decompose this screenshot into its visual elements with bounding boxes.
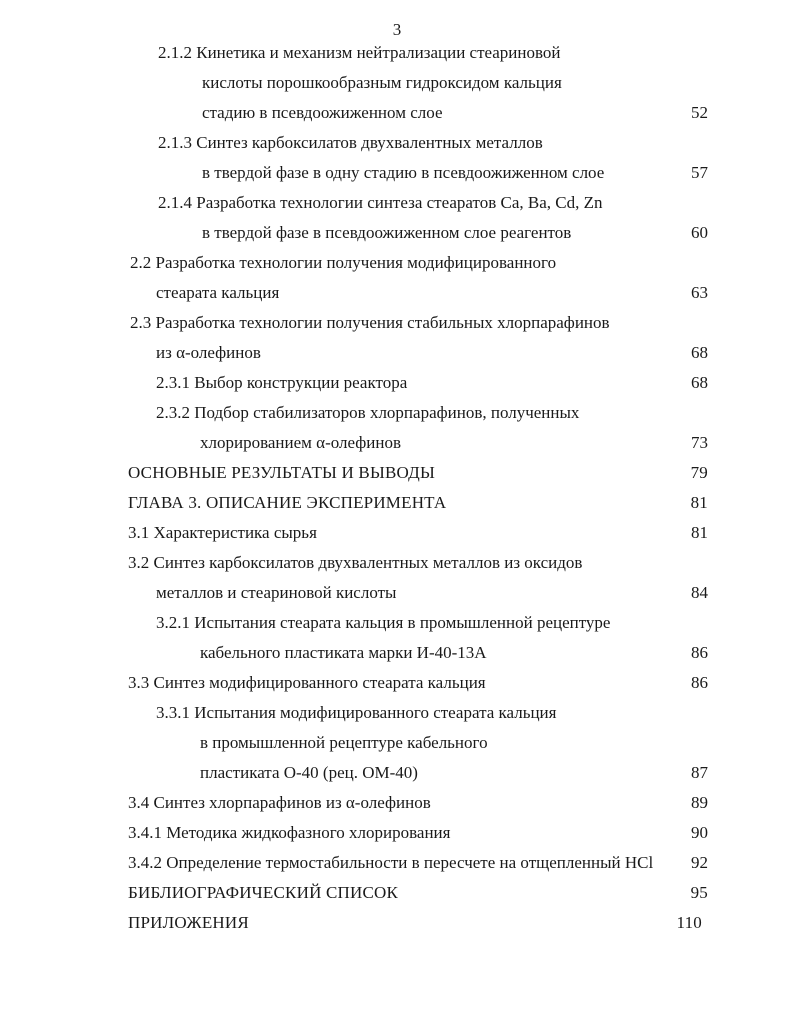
toc-entry-3-3: [0, 668, 794, 698]
toc-entry-page: 81: [690, 493, 708, 512]
toc-entry-text: 3.4.1 Методика жидкофазного хлорирования: [128, 823, 451, 842]
toc-entry-page: 73: [691, 433, 708, 452]
toc-entry-text: 2.1.4 Разработка технологии синтеза стеаратов Ca, Ba, Cd, Zn: [158, 193, 603, 212]
toc-entry-2-3-cont: [0, 338, 794, 368]
toc-entry-2-3-2-cont: [0, 428, 794, 458]
toc-entry-2-1-2-cont: [0, 68, 794, 98]
toc-entry-text: 3.3 Синтез модифицированного стеарата кальция: [128, 673, 486, 692]
toc-entry-text: БИБЛИОГРАФИЧЕСКИЙ СПИСОК: [128, 883, 399, 902]
toc-entry-3-1: [0, 518, 794, 548]
table-of-contents: [0, 38, 794, 938]
toc-entry-text: 2.1.3 Синтез карбоксилатов двухвалентных металлов: [158, 133, 543, 152]
toc-entry-2-1-3: [0, 128, 794, 158]
toc-entry-2-1-2: [0, 38, 794, 68]
toc-entry-text: ОСНОВНЫЕ РЕЗУЛЬТАТЫ И ВЫВОДЫ: [128, 463, 435, 482]
toc-entry-page: 81: [691, 523, 708, 542]
toc-entry-page: 79: [690, 463, 708, 482]
toc-entry-page: 86: [691, 643, 708, 662]
toc-entry-page: 90: [691, 823, 708, 842]
toc-entry-text: ПРИЛОЖЕНИЯ: [128, 913, 249, 932]
toc-entry-2-3-1: [0, 368, 794, 398]
toc-entry-text: хлорированием α-олефинов: [200, 433, 401, 452]
toc-entry-text: 2.1.2 Кинетика и механизм нейтрализации стеариновой: [158, 43, 561, 62]
toc-entry-results: [0, 458, 794, 488]
toc-entry-3-2-1: [0, 608, 794, 638]
toc-entry-3-3-1: [0, 698, 794, 728]
toc-entry-text: 3.1 Характеристика сырья: [128, 523, 317, 542]
toc-entry-text: 2.3.2 Подбор стабилизаторов хлорпарафинов, полученных: [156, 403, 580, 422]
toc-entry-text: 3.4 Синтез хлорпарафинов из α-олефинов: [128, 793, 431, 812]
toc-entry-2-1-3-cont: [0, 158, 794, 188]
toc-entry-text: 2.2 Разработка технологии получения модифицированного: [130, 253, 557, 272]
toc-entry-2-2: [0, 248, 794, 278]
toc-entry-3-2: [0, 548, 794, 578]
toc-entry-text: кабельного пластиката марки И-40-13А: [200, 643, 487, 662]
toc-entry-text: стеарата кальция: [156, 283, 280, 302]
toc-entry-text: стадию в псевдоожиженном слое: [202, 103, 443, 122]
toc-entry-text: из α-олефинов: [156, 343, 261, 362]
toc-entry-text: в твердой фазе в одну стадию в псевдоожиженном слое: [202, 163, 605, 182]
toc-entry-page: 52: [691, 103, 708, 122]
toc-entry-2-1-2-cont: [0, 98, 794, 128]
toc-entry-3-2-1-cont: [0, 638, 794, 668]
toc-entry-chapter-3: [0, 488, 794, 518]
toc-entry-text: металлов и стеариновой кислоты: [156, 583, 397, 602]
toc-entry-3-4-2: [0, 848, 794, 878]
toc-entry-page: 92: [691, 853, 708, 872]
toc-entry-page: 68: [691, 343, 708, 362]
toc-entry-2-1-4-cont: [0, 218, 794, 248]
toc-entry-3-3-1-cont: [0, 758, 794, 788]
page-number: 3: [392, 20, 402, 39]
toc-entry-text: в промышленной рецептуре кабельного: [200, 733, 488, 752]
toc-entry-page: 86: [691, 673, 708, 692]
toc-entry-text: 3.4.2 Определение термостабильности в пересчете на отщепленный HCl: [128, 853, 654, 872]
toc-entry-3-2-cont: [0, 578, 794, 608]
toc-entry-2-3-2: [0, 398, 794, 428]
toc-entry-text: 2.3 Разработка технологии получения стабильных хлорпарафинов: [130, 313, 610, 332]
toc-entry-2-1-4: [0, 188, 794, 218]
toc-entry-bibliography: [0, 878, 794, 908]
toc-entry-text: пластиката О-40 (рец. ОМ-40): [200, 763, 418, 782]
toc-entry-2-2-cont: [0, 278, 794, 308]
toc-entry-text: кислоты порошкообразным гидроксидом кальция: [202, 73, 562, 92]
toc-entry-text: в твердой фазе в псевдоожиженном слое реагентов: [202, 223, 572, 242]
toc-entry-page: 89: [691, 793, 708, 812]
toc-entry-text: ГЛАВА 3. ОПИСАНИЕ ЭКСПЕРИМЕНТА: [128, 493, 447, 512]
toc-entry-3-4: [0, 788, 794, 818]
toc-entry-text: 3.2.1 Испытания стеарата кальция в промышленной рецептуре: [156, 613, 611, 632]
toc-entry-page: 84: [691, 583, 708, 602]
toc-entry-page: 63: [691, 283, 708, 302]
toc-entry-text: 3.3.1 Испытания модифицированного стеарата кальция: [156, 703, 557, 722]
toc-entry-page: 68: [691, 373, 708, 392]
toc-entry-page: 60: [691, 223, 708, 242]
toc-entry-page: 110: [676, 913, 702, 932]
toc-entry-3-3-1-cont: [0, 728, 794, 758]
toc-entry-page: 87: [691, 763, 708, 782]
toc-entry-page: 95: [690, 883, 708, 902]
toc-entry-appendix: [0, 908, 794, 938]
toc-entry-page: 57: [691, 163, 708, 182]
toc-entry-2-3: [0, 308, 794, 338]
toc-entry-3-4-1: [0, 818, 794, 848]
toc-entry-text: 3.2 Синтез карбоксилатов двухвалентных металлов из оксидов: [128, 553, 583, 572]
toc-entry-text: 2.3.1 Выбор конструкции реактора: [156, 373, 408, 392]
